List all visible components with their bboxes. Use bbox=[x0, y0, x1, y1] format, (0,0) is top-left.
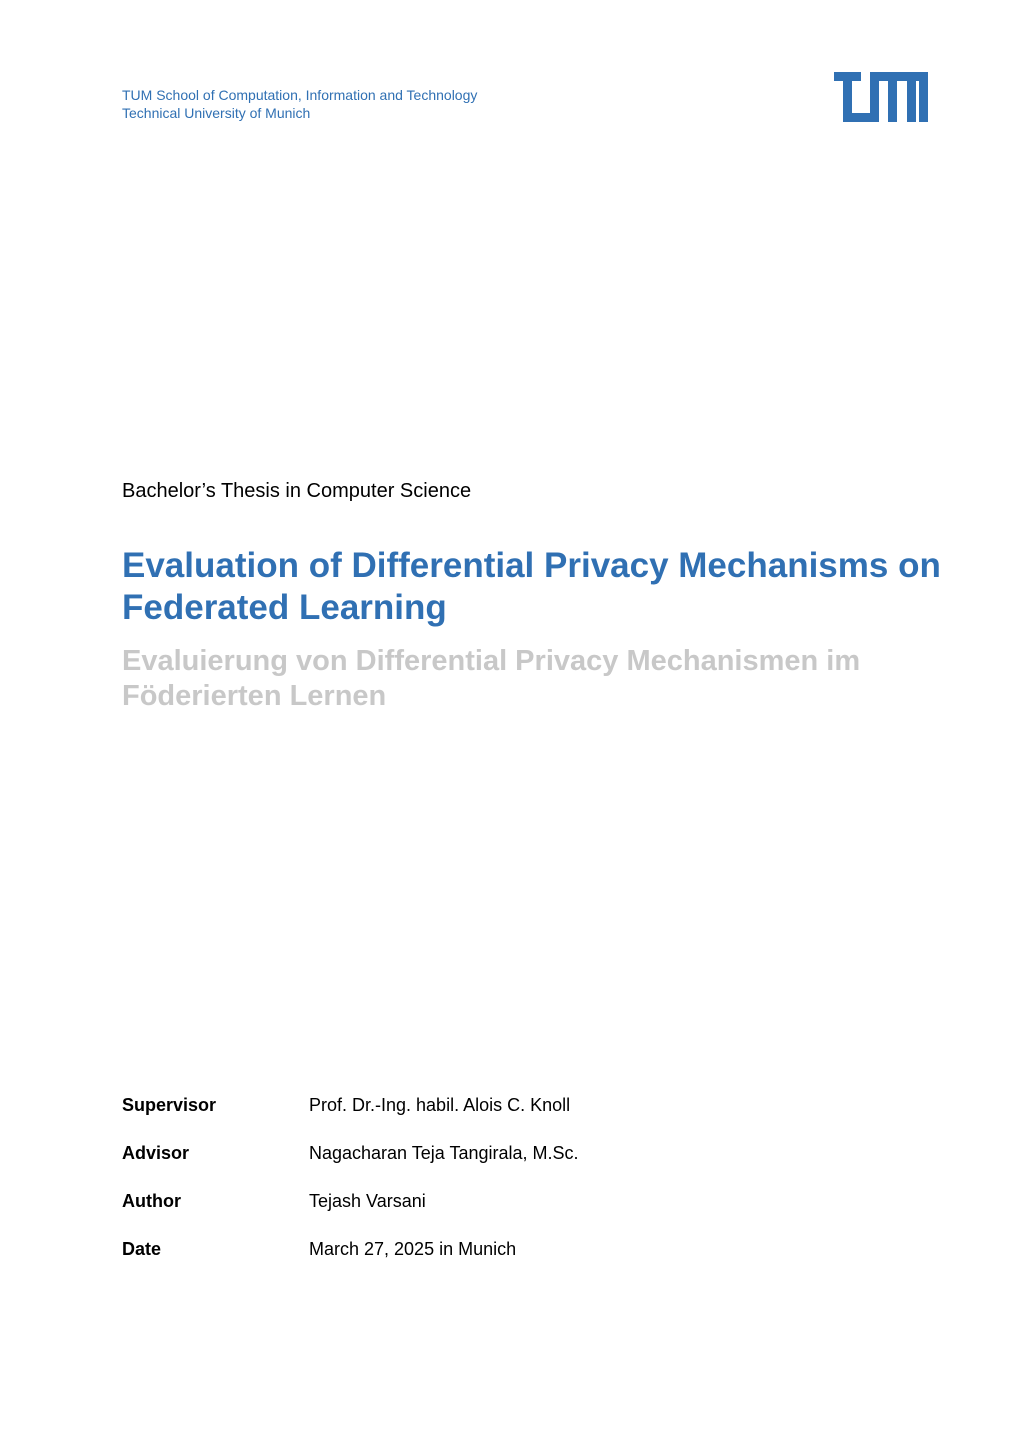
supervisor-value: Prof. Dr.-Ing. habil. Alois C. Knoll bbox=[309, 1095, 571, 1115]
university-name: Technical University of Munich bbox=[122, 105, 311, 121]
institution-header bbox=[122, 86, 477, 122]
author-value: Tejash Varsani bbox=[309, 1191, 426, 1211]
advisor-label: Advisor bbox=[122, 1143, 190, 1163]
advisor-row bbox=[122, 1140, 579, 1188]
supervisor-label: Supervisor bbox=[122, 1095, 217, 1115]
thesis-type: Bachelor’s Thesis in Computer Science bbox=[122, 480, 472, 502]
tum-logo-icon bbox=[834, 72, 928, 122]
advisor-value: Nagacharan Teja Tangirala, M.Sc. bbox=[309, 1143, 579, 1163]
author-label: Author bbox=[122, 1191, 181, 1211]
thesis-title-german: Evaluierung von Differential Privacy Mechanismen im Föderierten Lernen bbox=[122, 645, 861, 712]
date-value: March 27, 2025 in Munich bbox=[309, 1239, 517, 1259]
thesis-metadata bbox=[122, 1092, 579, 1284]
supervisor-row bbox=[122, 1092, 579, 1140]
date-label: Date bbox=[122, 1239, 162, 1259]
thesis-title-english: Evaluation of Differential Privacy Mechanisms on Federated Learning bbox=[122, 546, 941, 627]
school-name: TUM School of Computation, Information and Technology bbox=[122, 87, 478, 103]
date-row bbox=[122, 1236, 579, 1284]
author-row bbox=[122, 1188, 579, 1236]
